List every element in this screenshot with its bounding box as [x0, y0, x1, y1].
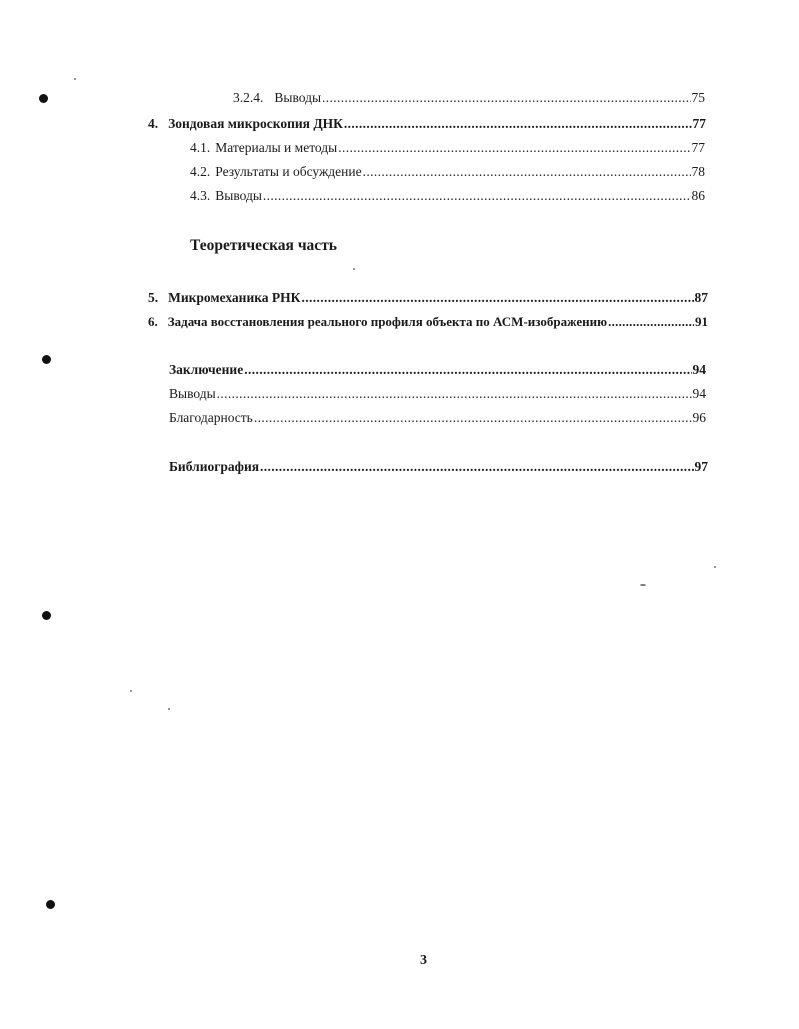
toc-entry-number: 4.2.	[190, 164, 211, 179]
toc-entry-number: 6.	[148, 314, 158, 329]
dot-leader	[263, 188, 691, 204]
binder-hole-icon	[42, 611, 51, 620]
toc-entry-4[interactable]	[148, 116, 706, 132]
dot-leader	[217, 386, 692, 402]
toc-entry-title: Библиография	[169, 459, 260, 474]
section-heading: Теоретическая часть	[190, 237, 338, 254]
toc-entry-conclusion[interactable]	[169, 362, 706, 378]
scan-speck	[130, 690, 132, 692]
toc-entry-4-1[interactable]	[190, 140, 705, 156]
toc-entry-title: Заключение	[169, 362, 244, 377]
scan-speck	[640, 584, 646, 586]
binder-hole-icon	[39, 94, 48, 103]
toc-entry-title: Выводы	[215, 188, 262, 203]
scan-speck	[168, 708, 170, 710]
toc-entry-page: 91	[695, 314, 708, 329]
toc-entry-title: Микромеханика РНК	[168, 290, 301, 305]
dot-leader	[301, 290, 693, 306]
toc-entry-title: Благодарность	[169, 410, 253, 425]
toc-entry-page: 87	[694, 290, 708, 305]
scan-speck	[353, 268, 355, 270]
toc-entry-number: 4.3.	[190, 188, 211, 203]
toc-entry-page: 77	[692, 116, 706, 131]
toc-entry-number: 5.	[148, 290, 159, 305]
toc-entry-page: 96	[692, 410, 706, 425]
toc-entry-title: Результаты и обсуждение	[215, 164, 362, 179]
toc-entry-number: 3.2.4.	[233, 90, 264, 105]
toc-entry-title: Выводы	[274, 90, 322, 105]
toc-entry-page: 86	[691, 188, 705, 203]
toc-entry-page: 94	[692, 386, 706, 401]
scan-speck	[714, 566, 716, 568]
dot-leader	[608, 314, 694, 330]
binder-hole-icon	[46, 900, 55, 909]
dot-leader	[244, 362, 691, 378]
dot-leader	[254, 410, 692, 426]
binder-hole-icon	[42, 355, 51, 364]
toc-entry-page: 77	[691, 140, 705, 155]
toc-entry-4-3[interactable]	[190, 188, 705, 204]
toc-entry-6[interactable]	[148, 314, 708, 330]
page-number: 3	[420, 953, 427, 968]
toc-entry-title: Материалы и методы	[215, 140, 338, 155]
toc-entry-title: Выводы	[169, 386, 216, 401]
toc-entry-acknowledgements[interactable]	[169, 410, 706, 426]
toc-entry-page: 94	[692, 362, 706, 377]
toc-entry-title: Зондовая микроскопия ДНК	[168, 116, 343, 131]
toc-entry-number: 4.1.	[190, 140, 211, 155]
toc-entry-page: 78	[691, 164, 705, 179]
scan-speck	[74, 78, 76, 80]
toc-entry-3-2-4[interactable]	[233, 90, 705, 106]
dot-leader	[363, 164, 691, 180]
toc-entry-page: 75	[691, 90, 705, 105]
toc-entry-bibliography[interactable]	[169, 459, 708, 475]
toc-entry-5[interactable]	[148, 290, 708, 306]
dot-leader	[344, 116, 692, 132]
toc-entry-title: Задача восстановления реального профиля объекта по АСМ-изображению	[167, 314, 608, 329]
toc-entry-page: 97	[694, 459, 708, 474]
toc-entry-findings[interactable]	[169, 386, 706, 402]
toc-entry-4-2[interactable]	[190, 164, 705, 180]
dot-leader	[322, 90, 690, 106]
toc-entry-number: 4.	[148, 116, 159, 131]
dot-leader	[260, 459, 693, 475]
dot-leader	[338, 140, 690, 156]
